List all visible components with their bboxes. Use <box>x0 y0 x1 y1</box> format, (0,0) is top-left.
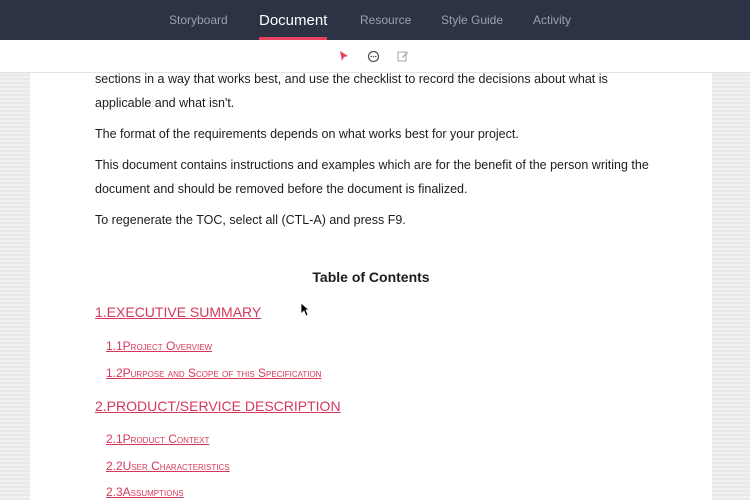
document-toolbar <box>0 40 750 73</box>
paragraph-regenerate-toc: To regenerate the TOC, select all (CTL-A) and press F9. <box>95 213 406 227</box>
tab-resource[interactable]: Resource <box>360 13 412 27</box>
comment-icon[interactable] <box>365 48 381 64</box>
canvas-margin-left <box>0 73 30 500</box>
pointer-icon[interactable] <box>336 48 352 64</box>
paragraph-intro: sections in a way that works best, and use the checklist to record the decisions about what is applicable and what isn't. <box>95 73 608 110</box>
mouse-cursor-icon <box>300 302 310 322</box>
toc-link-user-characteristics[interactable]: 2.2User Characteristics <box>106 459 230 473</box>
canvas-margin-right <box>712 73 750 500</box>
toc-link-project-overview[interactable]: 1.1Project Overview <box>106 339 213 353</box>
toc-link-executive-summary[interactable]: 1.EXECUTIVE SUMMARY <box>95 304 262 320</box>
tab-style-guide[interactable]: Style Guide <box>441 13 504 27</box>
edit-icon[interactable] <box>395 48 411 64</box>
tab-document[interactable]: Document <box>259 0 327 40</box>
toc-link-purpose-scope[interactable]: 1.2Purpose and Scope of this Specification <box>106 366 322 380</box>
document-page <box>30 73 712 500</box>
toc-title: Table of Contents <box>312 269 430 285</box>
top-navigation <box>0 0 750 40</box>
toc-link-assumptions[interactable]: 2.3Assumptions <box>106 485 184 499</box>
paragraph-instructions: This document contains instructions and examples which are for the benefit of the person writing the document and should be removed before the document is finalized. <box>95 158 649 196</box>
toc-link-product-context[interactable]: 2.1Product Context <box>106 432 210 446</box>
tab-storyboard[interactable]: Storyboard <box>169 13 228 27</box>
paragraph-format: The format of the requirements depends on what works best for your project. <box>95 127 519 141</box>
tab-activity[interactable]: Activity <box>533 13 572 27</box>
toc-link-product-service[interactable]: 2.PRODUCT/SERVICE DESCRIPTION <box>95 398 341 414</box>
